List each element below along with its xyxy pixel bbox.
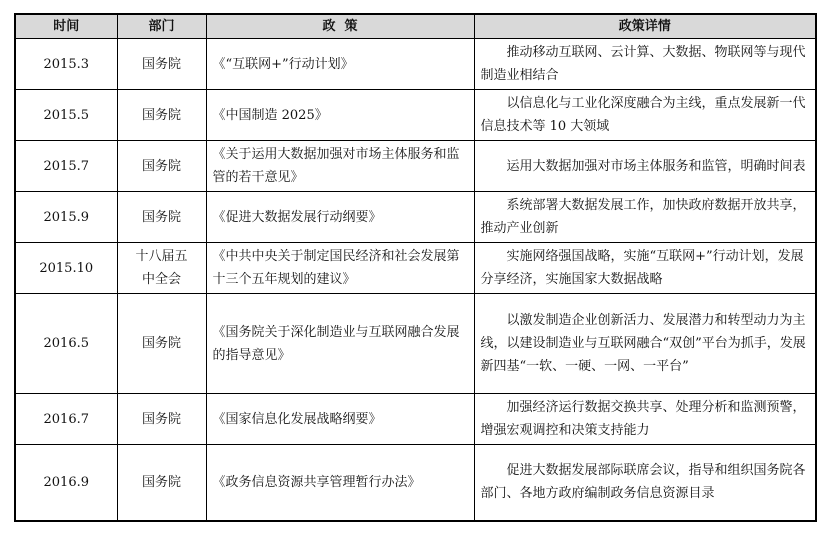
cell-details: 以信息化与工业化深度融合为主线，重点发展新一代信息技术等 10 大领域 bbox=[474, 90, 816, 141]
cell-department: 国务院 bbox=[117, 445, 206, 521]
cell-time: 2015.7 bbox=[15, 141, 117, 192]
cell-time: 2015.10 bbox=[15, 243, 117, 294]
cell-department: 国务院 bbox=[117, 192, 206, 243]
cell-policy: 《政务信息资源共享管理暂行办法》 bbox=[206, 445, 474, 521]
cell-department: 国务院 bbox=[117, 294, 206, 394]
cell-policy: 《促进大数据发展行动纲要》 bbox=[206, 192, 474, 243]
cell-details: 系统部署大数据发展工作，加快政府数据开放共享，推动产业创新 bbox=[474, 192, 816, 243]
cell-policy: 《国家信息化发展战略纲要》 bbox=[206, 394, 474, 445]
cell-time: 2015.9 bbox=[15, 192, 117, 243]
cell-department: 国务院 bbox=[117, 39, 206, 90]
table-row bbox=[15, 90, 816, 141]
table-row bbox=[15, 39, 816, 90]
cell-department: 国务院 bbox=[117, 90, 206, 141]
header-policy: 政 策 bbox=[206, 14, 474, 39]
header-details: 政策详情 bbox=[474, 14, 816, 39]
cell-details: 促进大数据发展部际联席会议，指导和组织国务院各部门、各地方政府编制政务信息资源目录 bbox=[474, 445, 816, 521]
cell-department: 国务院 bbox=[117, 141, 206, 192]
table-row bbox=[15, 294, 816, 394]
table-row bbox=[15, 243, 816, 294]
cell-details: 加强经济运行数据交换共享、处理分析和监测预警，增强宏观调控和决策支持能力 bbox=[474, 394, 816, 445]
cell-time: 2015.5 bbox=[15, 90, 117, 141]
policy-table bbox=[14, 13, 817, 522]
cell-policy: 《国务院关于深化制造业与互联网融合发展的指导意见》 bbox=[206, 294, 474, 394]
cell-department: 国务院 bbox=[117, 394, 206, 445]
cell-policy: 《关于运用大数据加强对市场主体服务和监管的若干意见》 bbox=[206, 141, 474, 192]
table-header-row bbox=[15, 14, 816, 39]
table-row bbox=[15, 192, 816, 243]
cell-department: 十八届五中全会 bbox=[117, 243, 206, 294]
cell-policy: 《“互联网+”行动计划》 bbox=[206, 39, 474, 90]
cell-time: 2016.7 bbox=[15, 394, 117, 445]
cell-details: 以激发制造企业创新活力、发展潜力和转型动力为主线，以建设制造业与互联网融合“双创”平台为抓手，发展新四基“一软、一硬、一网、一平台” bbox=[474, 294, 816, 394]
cell-time: 2015.3 bbox=[15, 39, 117, 90]
cell-time: 2016.9 bbox=[15, 445, 117, 521]
cell-policy: 《中国制造 2025》 bbox=[206, 90, 474, 141]
table-row bbox=[15, 394, 816, 445]
header-time: 时间 bbox=[15, 14, 117, 39]
cell-policy: 《中共中央关于制定国民经济和社会发展第十三个五年规划的建议》 bbox=[206, 243, 474, 294]
header-department: 部门 bbox=[117, 14, 206, 39]
policy-table-container bbox=[14, 13, 817, 522]
cell-details: 推动移动互联网、云计算、大数据、物联网等与现代制造业相结合 bbox=[474, 39, 816, 90]
cell-details: 运用大数据加强对市场主体服务和监管，明确时间表 bbox=[474, 141, 816, 192]
table-row bbox=[15, 141, 816, 192]
table-row bbox=[15, 445, 816, 521]
cell-details: 实施网络强国战略，实施“互联网+”行动计划，发展分享经济，实施国家大数据战略 bbox=[474, 243, 816, 294]
cell-time: 2016.5 bbox=[15, 294, 117, 394]
